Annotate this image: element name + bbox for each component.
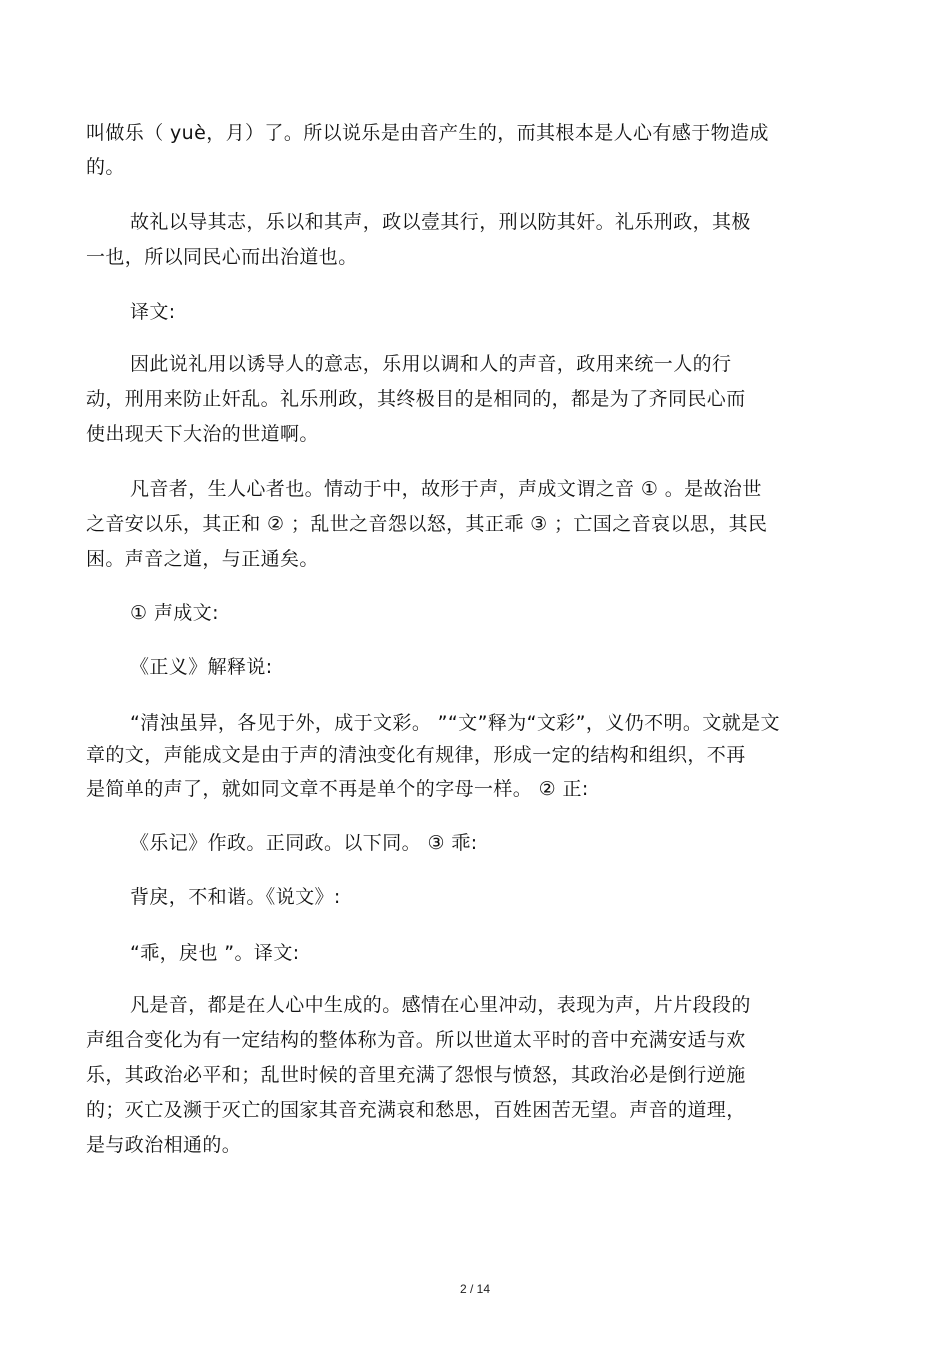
text-line: 的。: [86, 156, 125, 178]
text-line: 声组合变化为有一定结构的整体称为音。所以世道太平时的音中充满安适与欢: [86, 1029, 746, 1051]
text-line: 凡是音，都是在人心中生成的。感情在心里冲动，表现为声，片片段段的: [130, 994, 751, 1016]
text-line: 动，刑用来防止奸乱。礼乐刑政，其终极目的是相同的，都是为了齐同民心而: [86, 388, 746, 410]
text-line: 是简单的声了，就如同文章不再是单个的字母一样。 ② 正:: [86, 778, 589, 800]
text-line: 因此说礼用以诱导人的意志，乐用以调和人的声音，政用来统一人的行: [130, 353, 732, 375]
text-line: “乖，戾也 ”。译文:: [130, 942, 300, 964]
text-line: 之音安以乐，其正和 ② ；乱世之音怨以怒，其正乖 ③ ；亡国之音哀以思，其民: [86, 513, 768, 535]
text-line: 故礼以导其志，乐以和其声，政以壹其行，刑以防其奸。礼乐刑政，其极: [130, 211, 751, 233]
text-line: 乐，其政治必平和；乱世时候的音里充满了怨恨与愤怒，其政治必是倒行逆施: [86, 1064, 746, 1086]
text-line: 困。声音之道，与正通矣。: [86, 548, 319, 570]
text-line: 的；灭亡及濒于灭亡的国家其音充满哀和愁思，百姓困苦无望。声音的道理，: [86, 1099, 746, 1121]
text-line: 章的文，声能成文是由于声的清浊变化有规律，形成一定的结构和组织，不再: [86, 744, 746, 766]
text-line: 背戾，不和谐。《说文》:: [130, 886, 341, 908]
text-line: 使出现天下大治的世道啊。: [86, 423, 319, 445]
text-line: 译文:: [130, 301, 176, 323]
text-line: 《正义》解释说:: [130, 656, 273, 678]
text-line: 叫做乐（ yuè，月）了。所以说乐是由音产生的，而其根本是人心有感于物造成: [86, 122, 769, 144]
text-line: “清浊虽异，各见于外，成于文彩。 ”“文”释为“文彩”，义仍不明。文就是文: [130, 712, 780, 734]
text-line: 是与政治相通的。: [86, 1134, 242, 1156]
text-line: ① 声成文:: [130, 602, 219, 624]
text-line: 凡音者，生人心者也。情动于中，故形于声，声成文谓之音 ① 。是故治世: [130, 478, 762, 500]
text-line: 一也，所以同民心而出治道也。: [86, 246, 358, 268]
text-line: 《乐记》作政。正同政。以下同。 ③ 乖:: [130, 832, 478, 854]
page-number: 2 / 14: [459, 1282, 491, 1296]
